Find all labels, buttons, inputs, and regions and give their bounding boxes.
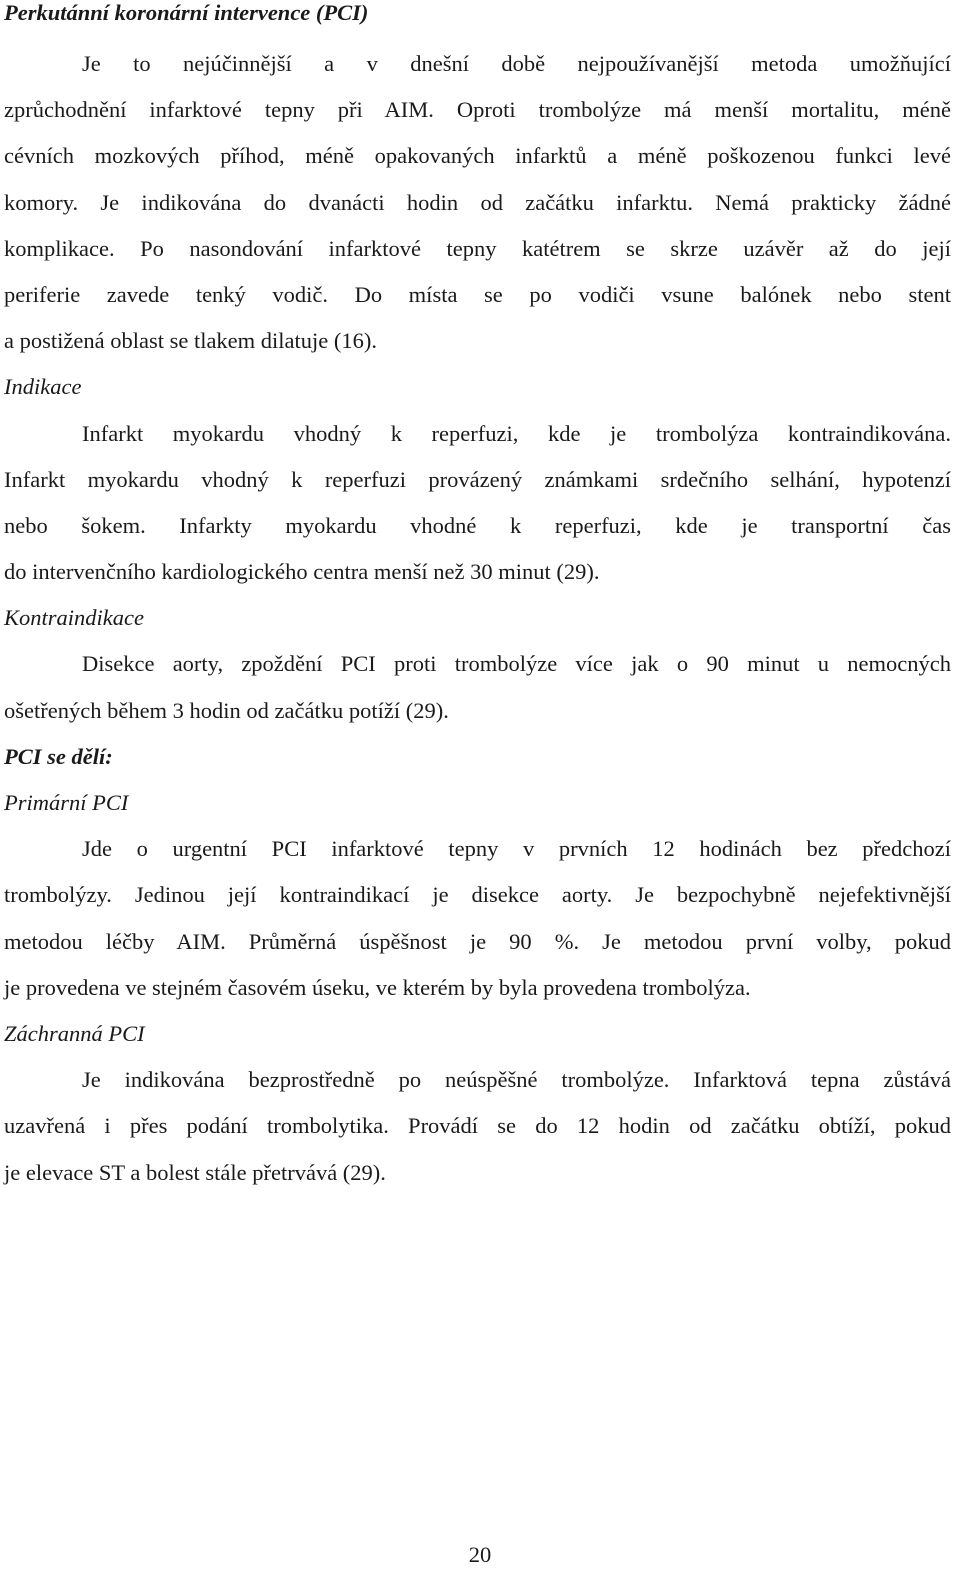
page-number: 20 — [468, 1542, 492, 1567]
paragraph-line: uzavřená i přes podání trombolytika. Provádí se do 12 hodin od začátku obtíží, pokud — [4, 1113, 951, 1139]
subheading-kontraindikace: Kontraindikace — [4, 605, 144, 631]
paragraph-line: Je to nejúčinnější a v dnešní době nejpoužívanější metoda umožňující — [82, 51, 951, 76]
paragraph-line: Je indikována bezprostředně po neúspěšné trombolýze. Infarktová tepna zůstává — [82, 1067, 951, 1093]
paragraph-line: trombolýzy. Jedinou její kontraindikací je disekce aorty. Je bezpochybně nejefektivnější — [4, 882, 951, 908]
zachranna-paragraph — [4, 1057, 951, 1196]
paragraph-line: do intervenčního kardiologického centra menší než 30 minut (29). — [4, 559, 600, 585]
paragraph-line: zprůchodnění infarktové tepny při AIM. Oproti trombolýze má menší mortalitu, méně — [4, 97, 951, 123]
paragraph-line: a postižená oblast se tlakem dilatuje (16). — [4, 328, 378, 354]
paragraph-line: je provedena ve stejném časovém úseku, ve kterém by byla provedena trombolýza. — [4, 974, 751, 1000]
paragraph-line: komplikace. Po nasondování infarktové tepny katétrem se skrze uzávěr až do její — [4, 235, 951, 261]
heading-pci-deli: PCI se dělí: — [4, 743, 113, 769]
paragraph-line: nebo šokem. Infarkty myokardu vhodné k reperfuzi, kde je transportní čas — [4, 512, 951, 538]
paragraph-line: Infarkt myokardu vhodný k reperfuzi provázený známkami srdečního selhání, hypotenzí — [4, 466, 951, 492]
intro-paragraph — [4, 41, 951, 364]
paragraph-line: periferie zavede tenký vodič. Do místa se po vodiči vsune balónek nebo stent — [4, 281, 951, 307]
paragraph-line: Disekce aorty, zpoždění PCI proti trombolýze více jak o 90 minut u nemocných — [82, 651, 951, 677]
document-page — [4, 0, 951, 1196]
section-title: Perkutánní koronární intervence (PCI) — [4, 0, 369, 25]
paragraph-line: Jde o urgentní PCI infarktové tepny v prvních 12 hodinách bez předchozí — [82, 836, 951, 862]
subheading-zachranna-pci: Záchranná PCI — [4, 1020, 145, 1046]
kontraindikace-paragraph — [4, 641, 951, 733]
paragraph-line: je elevace ST a bolest stále přetrvává (29). — [4, 1159, 386, 1185]
indikace-paragraph — [4, 411, 951, 596]
primarni-paragraph — [4, 826, 951, 1011]
subheading-indikace: Indikace — [4, 374, 82, 400]
paragraph-line: Infarkt myokardu vhodný k reperfuzi, kde je trombolýza kontraindikována. — [82, 420, 951, 446]
subheading-primarni-pci: Primární PCI — [4, 790, 129, 815]
paragraph-line: ošetřených během 3 hodin od začátku potíží (29). — [4, 697, 449, 723]
paragraph-line: metodou léčby AIM. Průměrná úspěšnost je 90 %. Je metodou první volby, pokud — [4, 928, 951, 954]
paragraph-line: komory. Je indikována do dvanácti hodin od začátku infarktu. Nemá prakticky žádné — [4, 189, 951, 215]
paragraph-line: cévních mozkových příhod, méně opakovaných infarktů a méně poškozenou funkci levé — [4, 143, 951, 169]
